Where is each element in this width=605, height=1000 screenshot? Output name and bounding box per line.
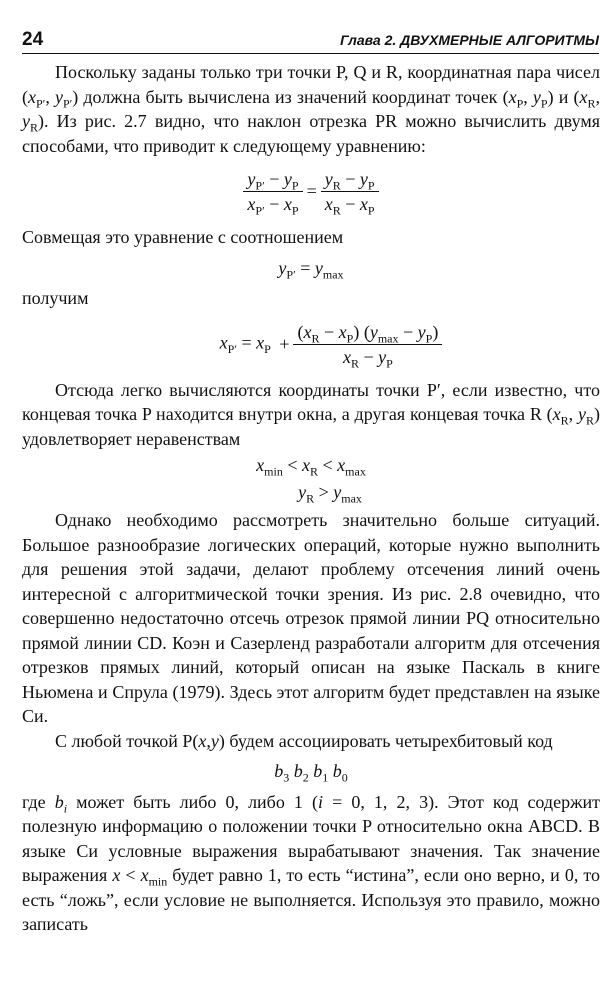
paragraph-7: где $b_i$ может быть либо 0, либо 1 (i = 0, 1, 2, 3). Этот код содержит полезную информацию о положении точки P относительно окна ABCD. В языке Си условные выражения вырабатывают значения. Так значение выражения $x < x_{min}$ будет равно 1, то есть “истина”, если оно верно, и 0, то есть “ложь”, если условие не выполняется. Используя это правило, можно записать — [22, 791, 600, 934]
paragraph-1: Поскольку заданы только три точки P, Q и R, координатная пара чисел ($x_{P'}$, $y_{P'}$) должна быть вычислена из значений координат точек ($x_P$, $y_P$) и ($x_R$, $y_R$). Из рис. 2.7 видно, что наклон отрезка PR можно вычислить двумя способами, что приводит к следующему уравнению: — [22, 62, 600, 156]
equation-code: $b_3$ $b_2$ $b_1$ $b_0$ — [274, 761, 348, 785]
paragraph-4: Отсюда легко вычисляются координаты точки P′, если известно, что концевая точка P находится внутри окна, а другая концевая точка R ($x_R$, $y_R$) удовлетворяет неравенствам — [22, 379, 600, 449]
inequality-x: $x_{min} < x_R < x_{max}$ — [256, 455, 366, 479]
paragraph-2: Совмещая это уравнение с соотношением — [22, 227, 344, 247]
page-number: 24 — [22, 29, 44, 50]
page-header — [22, 27, 599, 54]
paragraph-3: получим — [22, 288, 89, 308]
inequality-y: $y_R > y_{max}$ — [298, 481, 362, 506]
equation-xp: $x_{P'} = x_P$ + $\frac{(x_R - x_P) (y_{max} - y_P)}{x_R - y_P}$ — [22, 321, 600, 368]
page-body — [22, 60, 600, 937]
paragraph-5: Однако необходимо рассмотреть значительно больше ситуаций. Большое разнообразие логических операций, которые нужно выполнить для решения этой задачи, делают проблему отсечения линий очень интересной с алгоритмической точки зрения. Из рис. 2.8 очевидно, что совершенно недостаточно отсечь отрезок прямой линии PQ относительно прямой линии CD. Коэн и Сазерленд разработали алгоритм для отсечения отрезков прямых линий, который описан на языке Паскаль в книге Ньюмена и Спрула (1979). Здесь этот алгоритм будет представлен на языке Си. — [22, 510, 600, 726]
paragraph-6: С любой точкой P(x,y) будем ассоциировать четырехбитовый код — [55, 730, 553, 751]
running-head: Глава 2. ДВУХМЕРНЫЕ АЛГОРИТМЫ — [340, 32, 599, 48]
equation-ymax: $y_{P'} = y_{max}$ — [278, 257, 344, 282]
equation-slope: $\frac{y_{P'} - y_P}{x_{P'} - x_P}$ = $\frac{y_R - y_P}{x_R - x_P}$ — [22, 168, 600, 215]
